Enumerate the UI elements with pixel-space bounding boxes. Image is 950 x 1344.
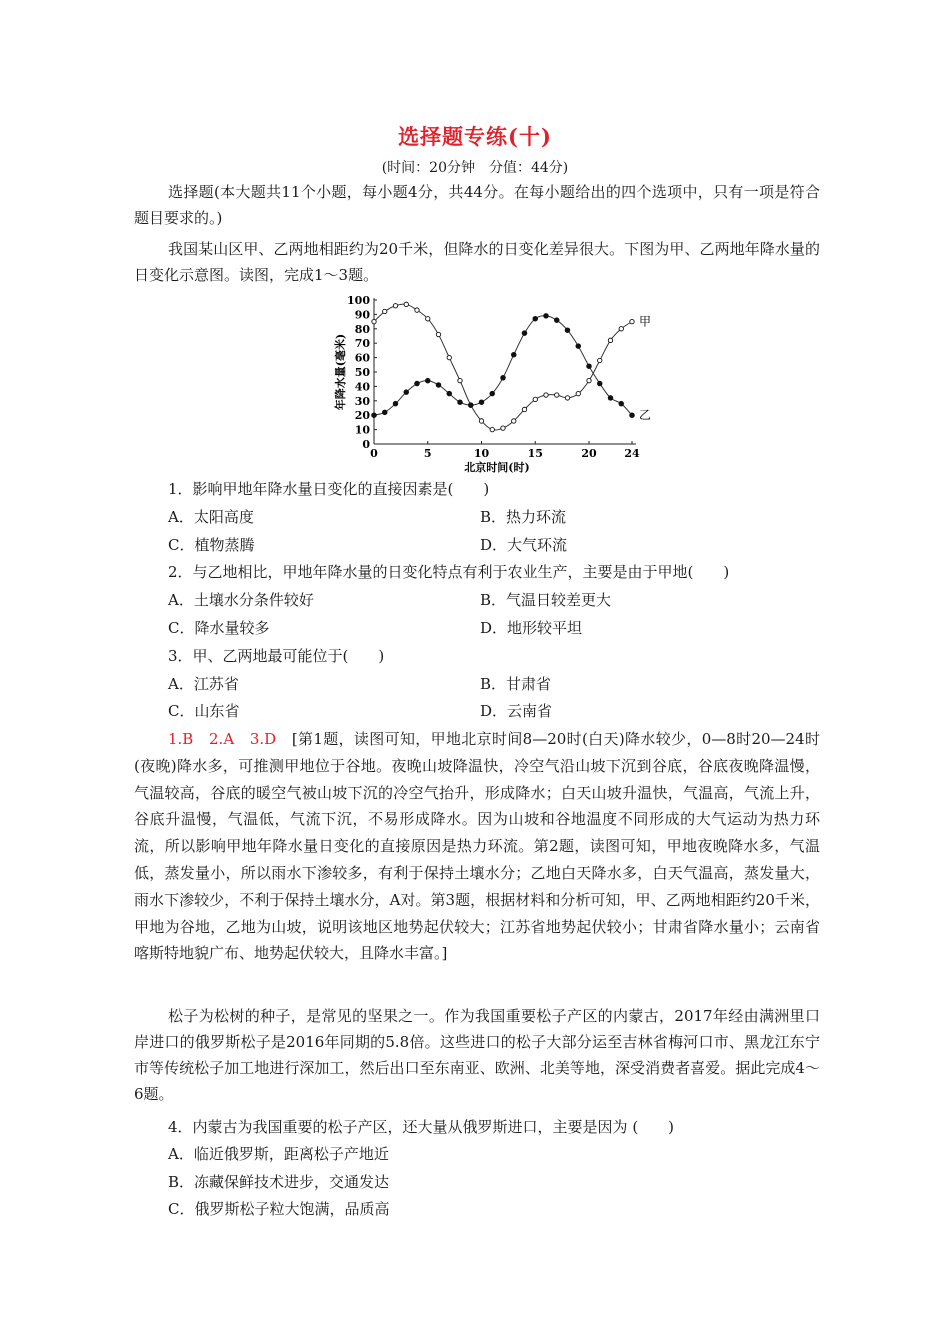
x-tick-label: 15 (527, 447, 543, 460)
series-2-point (501, 375, 506, 380)
q3-option-a: A．江苏省 (168, 675, 239, 693)
series-1-point (544, 393, 548, 397)
series-2-point (533, 316, 538, 321)
series-2-point (490, 391, 495, 396)
series-1-point (619, 327, 623, 331)
x-axis-label: 北京时间(时) (464, 461, 530, 474)
y-tick-label: 80 (354, 322, 370, 336)
series-2-point (576, 344, 581, 349)
page-title: 选择题专练(十) (398, 124, 552, 149)
chart-axes (374, 298, 636, 444)
answer-explanation-1 (134, 726, 820, 967)
q3-stem: 3．甲、乙两地最可能位于( ) (168, 647, 385, 665)
x-tick-label: 20 (581, 447, 597, 460)
series-1-point (598, 358, 602, 362)
series-1-point (404, 302, 408, 306)
series-1-point (565, 396, 569, 400)
y-tick-label: 90 (354, 308, 370, 322)
y-tick-label: 10 (354, 423, 370, 437)
series-1-point (555, 393, 559, 397)
series-2-point (565, 328, 570, 333)
series-label-1: 甲 (639, 314, 652, 329)
series-2-point (554, 318, 559, 323)
series-2-point (544, 314, 549, 319)
q3-option-c: C．山东省 (168, 702, 240, 720)
series-1-point (447, 355, 451, 359)
series-1-point (393, 304, 397, 308)
series-2-point (597, 381, 602, 386)
series-1-point (501, 426, 505, 430)
series-1-point (479, 419, 483, 423)
rainfall-chart (330, 290, 660, 475)
x-tick-label: 0 (370, 447, 378, 460)
y-tick-label: 70 (354, 337, 370, 351)
series-2-point (458, 400, 463, 405)
series-line-1 (374, 304, 632, 430)
y-tick-label: 100 (347, 294, 370, 307)
series-2-point (372, 413, 377, 418)
series-1-point (522, 407, 526, 411)
q2-option-a: A．土壤水分条件较好 (168, 591, 314, 609)
q3-option-b: B．甘肃省 (480, 675, 552, 693)
answer-text-1: [第1题，读图可知，甲地北京时间8—20时(白天)降水较少，0—8时20—24时(夜晚)降水多，可推测甲地位于谷地。夜晚山坡降温快，冷空气沿山坡下沉到谷底，谷底夜晚降温慢，气温较高，谷底的暖空气被山坡下沉的冷空气抬升，形成降水；白天山坡升温快，气温高，气流上升，谷底升温慢，气温低，气流下沉，不易形成降水。因为山坡和谷地温度不同形成的大气运动为热力环流，所以影响甲地年降水量日变化的直接原因是热力环流。第2题，读图可知，甲地夜晚降水多，气温低，蒸发量小，所以雨水下渗较多，有利于保持土壤水分；乙地白天降水多，白天气温高，蒸发量大，雨水下渗较少，不利于保持土壤水分，A对。第3题，根据材料和分析可知，甲、乙两地相距约20千米，甲地为谷地，乙地为山坡，说明该地区地势起伏较大；江苏省地势起伏较小；甘肃省降水量小；云南省喀斯特地貌广布、地势起伏较大，且降水丰富。] (134, 730, 820, 963)
q1-option-c: C．植物蒸腾 (168, 536, 255, 554)
q2-option-c: C．降水量较多 (168, 619, 270, 637)
q1-stem: 1．影响甲地年降水量日变化的直接因素是( ) (168, 480, 490, 498)
series-1-point (458, 378, 462, 382)
series-2-point (608, 396, 613, 401)
series-1-point (576, 391, 580, 395)
q1-option-a: A．太阳高度 (168, 508, 254, 526)
page-subtitle: (时间：20分钟 分值：44分) (381, 160, 569, 176)
y-tick-label: 20 (354, 409, 370, 423)
y-tick-label: 50 (354, 366, 370, 379)
series-2-point (479, 400, 484, 405)
series-2-point (468, 403, 473, 408)
series-2-point (436, 383, 441, 388)
series-1-point (490, 427, 494, 431)
series-1-point (415, 308, 419, 312)
series-2-point (447, 391, 452, 396)
x-tick-label: 10 (473, 447, 490, 460)
y-tick-label: 60 (354, 351, 370, 365)
series-2-point (404, 390, 409, 395)
q2-stem: 2．与乙地相比，甲地年降水量的日变化特点有利于农业生产，主要是由于甲地( ) (168, 563, 730, 581)
passage-2: 松子为松树的种子，是常见的坚果之一。作为我国重要松子产区的内蒙古，2017年经由满洲里口岸进口的俄罗斯松子是2016年同期的5.8倍。这些进口的松子大部分运至吉林省梅河口市、黑龙江东宁市等传统松子加工地进行深加工，然后出口至东南亚、欧洲、北美等地，深受消费者喜爱。据此完成4～6题。 (134, 1007, 820, 1103)
q2-option-b: B．气温日较差更大 (480, 591, 612, 609)
series-1-point (587, 378, 591, 382)
chart-series (374, 304, 632, 430)
q4-stem: 4．内蒙古为我国重要的松子产区，还大量从俄罗斯进口，主要是因为 ( ) (168, 1118, 675, 1136)
series-label-2: 乙 (639, 408, 652, 423)
y-axis-label: 年降水量(毫米) (334, 333, 347, 411)
series-2-point (587, 364, 592, 369)
series-line-2 (374, 316, 632, 415)
series-1-point (533, 397, 537, 401)
series-1-point (436, 332, 440, 336)
series-2-point (522, 331, 527, 336)
series-2-point (393, 401, 398, 406)
series-1-point (630, 319, 634, 323)
y-tick-label: 30 (354, 394, 370, 408)
series-1-point (512, 419, 516, 423)
series-2-point (415, 381, 420, 386)
series-1-point (608, 338, 612, 342)
q2-option-d: D．地形较平坦 (480, 619, 583, 637)
q4-option-c: C．俄罗斯松子粒大饱满，品质高 (168, 1200, 390, 1218)
q1-option-b: B．热力环流 (480, 508, 567, 526)
q1-option-d: D．大气环流 (480, 536, 568, 554)
q3-option-d: D．云南省 (480, 702, 553, 720)
instructions: 选择题(本大题共11个小题，每小题4分，共44分。在每小题给出的四个选项中，只有一项是符合题目要求的。) (134, 183, 820, 227)
q4-option-a: A．临近俄罗斯，距离松子产地近 (168, 1145, 389, 1163)
q4-option-b: B．冻藏保鲜技术进步，交通发达 (168, 1173, 390, 1191)
series-1-point (426, 317, 430, 321)
series-2-point (382, 410, 387, 415)
passage-1: 我国某山区甲、乙两地相距约为20千米，但降水的日变化差异很大。下图为甲、乙两地年降水量的日变化示意图。读图，完成1～3题。 (134, 240, 820, 284)
series-1-point (383, 309, 387, 313)
series-1-point (372, 319, 376, 323)
answer-key-1: 1.B 2.A 3.D (168, 730, 277, 748)
series-2-point (511, 352, 516, 357)
series-2-point (425, 378, 430, 383)
y-tick-label: 40 (354, 380, 370, 394)
series-2-point (619, 401, 624, 406)
series-2-point (630, 413, 635, 418)
x-tick-label: 5 (423, 447, 432, 460)
y-tick-label: 0 (362, 438, 370, 451)
x-tick-label: 24 (624, 447, 640, 460)
chart-markers (372, 302, 635, 432)
